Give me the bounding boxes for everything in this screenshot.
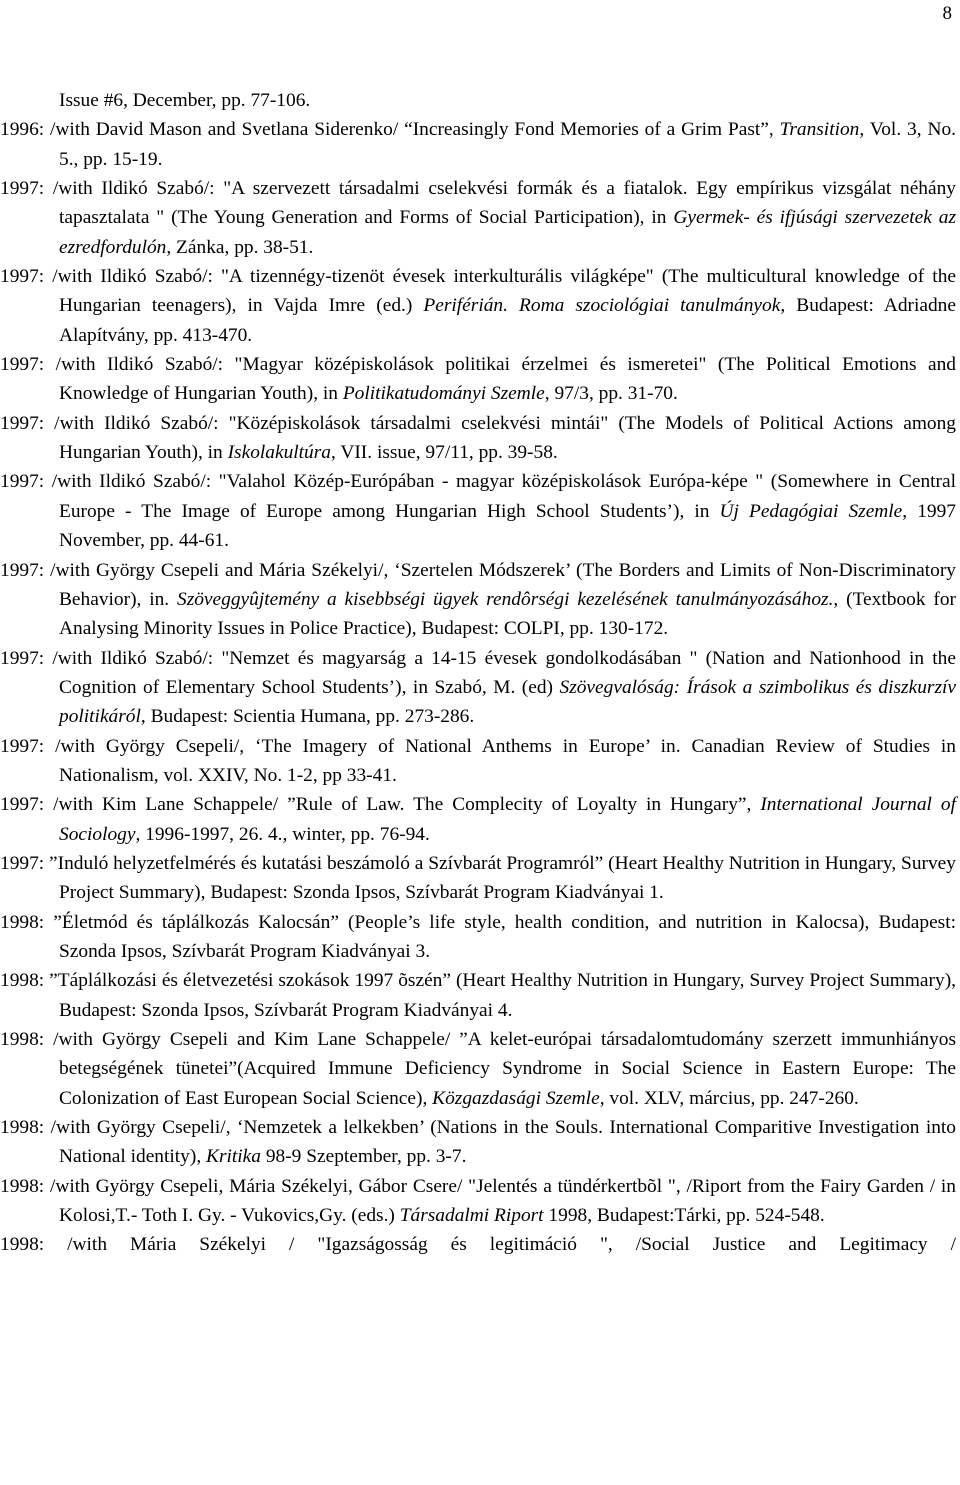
bibliography-entry bbox=[0, 966, 956, 1025]
entry-text: , Zánka, pp. 38-51. bbox=[166, 236, 314, 258]
entry-text: 1998: /with Mária Székelyi / "Igazságosság és legitimáció ", /Social Justice and Legitimacy / bbox=[0, 1234, 956, 1256]
publication-title: Új Pedagógiai Szemle bbox=[719, 500, 903, 522]
publication-title: Politikatudományi Szemle bbox=[342, 383, 545, 405]
publication-title: Közgazdasági Szemle bbox=[432, 1087, 600, 1109]
bibliography-entry bbox=[0, 350, 956, 409]
bibliography-entry bbox=[0, 1113, 956, 1172]
entry-text: 1998: ”Életmód és táplálkozás Kalocsán” (People’s life style, health condition, and nutrition in Kalocsa), Budapest: Szonda Ipsos, Szívbarát Program Kiadványai 3. bbox=[0, 911, 956, 962]
bibliography-entry bbox=[0, 732, 956, 791]
entry-text: 1997: /with Ildikó Szabó/: "Középiskolások társadalmi cselekvési mintái" (The Models of Political Actions among Hungarian Youth), in bbox=[0, 412, 956, 464]
bibliography-list bbox=[0, 86, 956, 1260]
bibliography-entry bbox=[0, 644, 956, 732]
publication-title: Periférián. Roma szociológiai tanulmányok bbox=[423, 295, 781, 317]
entry-text: 1998: /with György Csepeli, Mária Székelyi, Gábor Csere/ "Jelentés a tündérkertbõl ", /Riport from the Fairy Garden / in Kolosi,T.- Toth I. Gy. - Vukovics,Gy. (eds.) bbox=[0, 1175, 956, 1227]
publication-title: Szövegvalóság: Írások a szimbolikus és diszkurzív politikáról bbox=[59, 676, 956, 728]
bibliography-entry bbox=[0, 86, 956, 115]
entry-text: , Budapest: Scientia Humana, pp. 273-286. bbox=[140, 706, 475, 728]
bibliography-entry bbox=[0, 115, 956, 174]
bibliography-entry bbox=[0, 790, 956, 849]
entry-text: , vol. XLV, március, pp. 247-260. bbox=[599, 1087, 859, 1109]
entry-text: 1997: /with Ildikó Szabó/: "A szervezett társadalmi cselekvési formák és a fiatalok. Egy empírikus vizsgálat néhány tapasztalata " (The Young Generation and Forms of Social Participation), in bbox=[0, 178, 956, 229]
entry-text: 1997: /with Ildikó Szabó/: "Valahol Közép-Európában - magyar középiskolások Európa-képe " (Somewhere in Central Europe - The Image of Europe among Hungarian High School Students’), in bbox=[0, 471, 956, 522]
bibliography-entry bbox=[0, 908, 956, 967]
entry-text: , 1997 November, pp. 44-61. bbox=[59, 500, 956, 552]
publication-title: Szöveggyûjtemény a kisebbségi ügyek rendôrségi kezelésének tanulmányozásához. bbox=[177, 588, 834, 610]
entry-text: Issue #6, December, pp. 77-106. bbox=[59, 90, 311, 111]
bibliography-entry bbox=[0, 1172, 956, 1231]
entry-text: 1997: /with György Csepeli/, ‘The Imagery of National Anthems in Europe’ in. Canadian Review of Studies in Nationalism, vol. XXIV, No. 1-2, pp 33-41. bbox=[0, 735, 956, 786]
bibliography-entry bbox=[0, 1230, 956, 1259]
entry-text: , 97/3, pp. 31-70. bbox=[544, 383, 678, 405]
bibliography-entry bbox=[0, 409, 956, 468]
entry-text: 1997: ”Induló helyzetfelmérés és kutatási beszámoló a Szívbarát Programról” (Heart Healthy Nutrition in Hungary, Survey Project Summary), Budapest: Szonda Ipsos, Szívbarát Program Kiadványai 1. bbox=[0, 852, 956, 904]
publication-title: Gyermek- és ifjúsági szervezetek az ezredfordulón bbox=[59, 207, 956, 258]
entry-text: 98-9 Szeptember, pp. 3-7. bbox=[260, 1146, 467, 1168]
entry-text: 1998: /with György Csepeli/, ‘Nemzetek a lelkekben’ (Nations in the Souls. International Comparitive Investigation into National identity), bbox=[0, 1117, 956, 1168]
page-number: 8 bbox=[942, 3, 952, 24]
entry-text: , (Textbook for Analysing Minority Issues in Police Practice), Budapest: COLPI, pp. 130-172. bbox=[59, 588, 956, 640]
bibliography-entry bbox=[0, 174, 956, 262]
bibliography-entry bbox=[0, 467, 956, 555]
entry-text: 1997: /with Kim Lane Schappele/ ”Rule of Law. The Complecity of Loyalty in Hungary”, bbox=[0, 794, 761, 816]
entry-text: 1997: /with György Csepeli and Mária Székelyi/, ‘Szertelen Módszerek’ (The Borders and Limits of Non-Discriminatory Behavior), in. bbox=[0, 559, 956, 610]
entry-text: , 1996-1997, 26. 4., winter, pp. 76-94. bbox=[135, 823, 430, 845]
entry-text: 1998: /with György Csepeli and Kim Lane Schappele/ ”A kelet-európai társadalomtudomány szerzett immunhiányos betegségének tünetei”(Acquired Immune Deficiency Syndrome in Social Science in Eastern Europe: The Colonization of East European Social Science), bbox=[0, 1029, 956, 1109]
entry-text: , Budapest: Adriadne Alapítvány, pp. 413-470. bbox=[59, 295, 956, 346]
bibliography-entry bbox=[0, 556, 956, 644]
publication-title: Transition bbox=[779, 119, 860, 141]
entry-text: 1998, Budapest:Tárki, pp. 524-548. bbox=[543, 1205, 825, 1227]
entry-text: 1998: ”Táplálkozási és életvezetési szokások 1997 õszén” (Heart Healthy Nutrition in Hungary, Survey Project Summary), Budapest: Szonda Ipsos, Szívbarát Program Kiadványai 4. bbox=[0, 970, 956, 1021]
entry-text: , Vol. 3, No. 5., pp. 15-19. bbox=[59, 119, 956, 170]
entry-text: 1996: /with David Mason and Svetlana Siderenko/ “Increasingly Fond Memories of a Grim Past”, bbox=[0, 119, 780, 141]
publication-title: Társadalmi Riport bbox=[399, 1205, 544, 1227]
entry-text: 1997: /with Ildikó Szabó/: "Magyar középiskolások politikai érzelmei és ismeretei" (The Political Emotions and Knowledge of Hungarian Youth), in bbox=[0, 354, 956, 405]
bibliography-entry bbox=[0, 1025, 956, 1113]
entry-text: 1997: /with Ildikó Szabó/: "Nemzet és magyarság a 14-15 évesek gondolkodásában " (Nation and Nationhood in the Cognition of Elementary School Students’), in Szabó, M. (ed) bbox=[0, 647, 956, 698]
publication-title: International Journal of Sociology bbox=[59, 794, 956, 845]
publication-title: Iskolakultúra bbox=[227, 442, 331, 464]
entry-text: , VII. issue, 97/11, pp. 39-58. bbox=[331, 442, 558, 464]
entry-text: 1997: /with Ildikó Szabó/: "A tizennégy-tizenöt évesek interkulturális világképe" (The multicultural knowledge of the Hungarian teenagers), in Vajda Imre (ed.) bbox=[0, 266, 956, 317]
bibliography-entry bbox=[0, 262, 956, 350]
bibliography-entry bbox=[0, 849, 956, 908]
publication-title: Kritika bbox=[206, 1146, 261, 1168]
